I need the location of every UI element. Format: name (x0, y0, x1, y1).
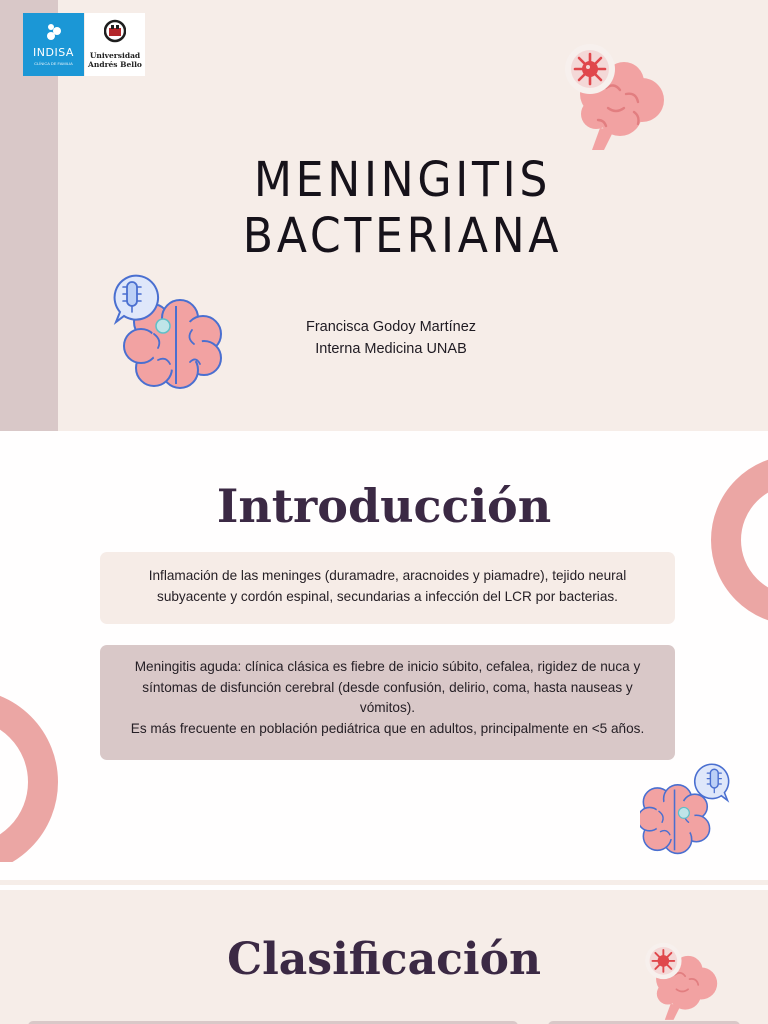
title-slide (0, 0, 768, 431)
indisa-logo-name: INDISA (33, 46, 74, 59)
slide-separator (0, 862, 768, 894)
brain-bacteria-icon (108, 272, 228, 390)
intro-title: Introducción (216, 479, 552, 533)
indisa-logo (23, 13, 84, 76)
title-line-1: MENINGITIS (253, 152, 552, 208)
classification-title: Clasificación (227, 934, 541, 985)
separator-bar (0, 880, 768, 885)
brain-virus-icon (562, 42, 672, 154)
brain-bacteria-icon-small (640, 763, 734, 855)
intro-slide (0, 431, 768, 862)
brain-virus-icon-small (643, 940, 723, 1024)
decorative-ring-left (0, 689, 58, 862)
title-line-2: BACTERIANA (242, 208, 563, 264)
author-block (250, 316, 532, 360)
clinical-box (100, 645, 675, 760)
indisa-logo-icon (45, 23, 63, 41)
presentation-title (170, 152, 635, 264)
author-role: Interna Medicina UNAB (315, 341, 467, 357)
author-name: Francisca Godoy Martínez (305, 319, 477, 335)
unab-crest-icon (104, 19, 126, 43)
unab-logo (85, 13, 145, 76)
classification-slide (0, 894, 768, 1024)
epidemiology-text: Es más frecuente en población pediátrica que en adultos, principalmente en <5 años. (130, 720, 645, 736)
definition-box: Inflamación de las meninges (duramadre, aracnoides y piamadre), tejido neural subyacente y cordón espinal, secundarias a infección del LCR por bacterias. (100, 552, 675, 624)
indisa-logo-subtitle: CLÍNICA DE FAMILIA (34, 61, 73, 66)
unab-logo-name (85, 51, 145, 69)
unab-logo-line2: Andrés Bello (88, 60, 142, 69)
unab-logo-line1: Universidad (89, 51, 141, 60)
clinical-text: Meningitis aguda: clínica clásica es fiebre de inicio súbito, cefalea, rigidez de nuca y síntomas de disfunción cerebral (desde confusión, delirio, coma, hasta nauseas y vómitos). (134, 659, 641, 715)
